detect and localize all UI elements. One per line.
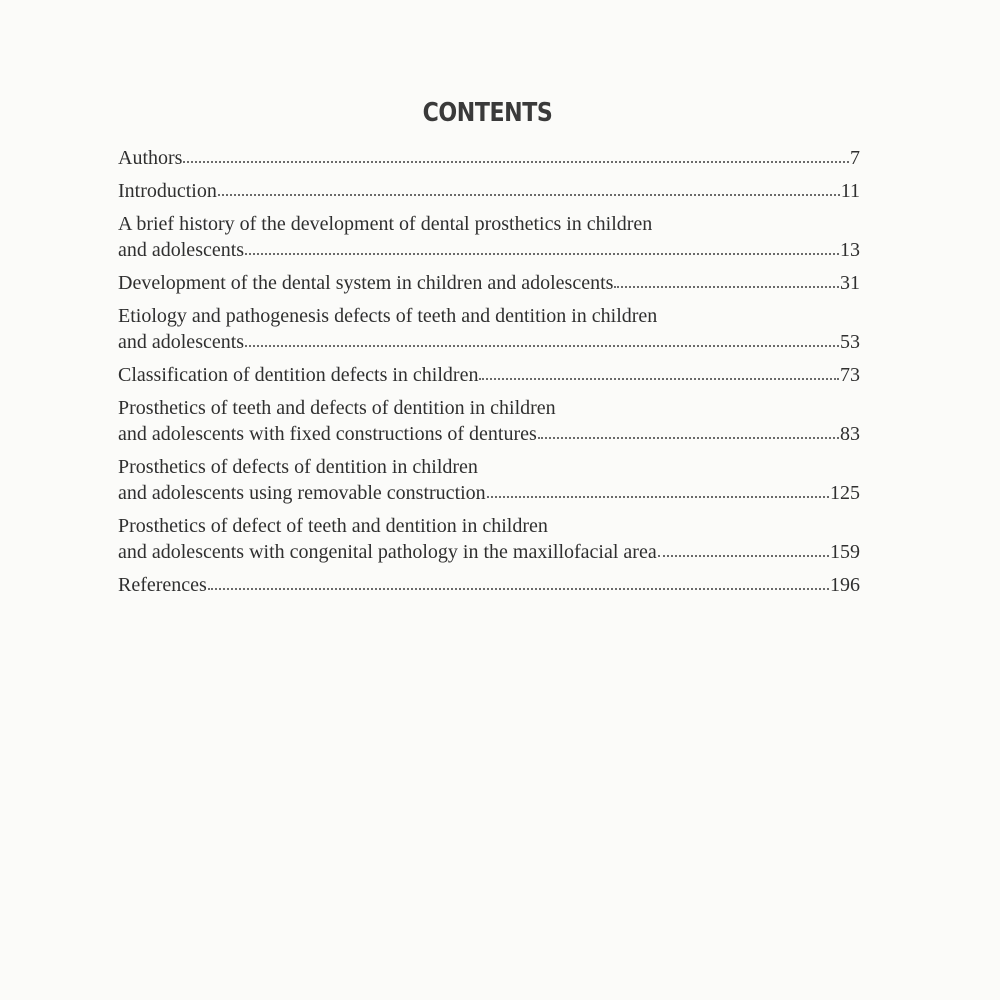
toc-entry-introduction[interactable]	[118, 178, 860, 204]
toc-page-number: 7	[850, 147, 860, 169]
toc-entry-line	[118, 270, 860, 296]
toc-entry-title: Authors	[118, 147, 183, 169]
toc-page-number: 13	[840, 239, 860, 261]
toc-entry-title-line1: Prosthetics of teeth and defects of dentition in children	[118, 397, 556, 419]
dot-leader	[614, 281, 839, 288]
toc-entry-line	[118, 237, 860, 263]
toc-entry-title-line2: and adolescents	[118, 331, 245, 353]
toc-entry-line	[118, 362, 860, 388]
dot-leader	[487, 491, 829, 498]
toc-entry-title: References	[118, 574, 207, 596]
toc-page-number: 196	[830, 574, 860, 596]
toc-entry-title-line1: Prosthetics of defect of teeth and dentition in children	[118, 515, 548, 537]
toc-entry-title-line1: A brief history of the development of dental prosthetics in children	[118, 213, 653, 235]
toc-entry-line	[118, 145, 860, 171]
toc-entry-title-line2: and adolescents with congenital pathology in the maxillofacial area	[118, 541, 657, 563]
dot-leader	[658, 550, 829, 557]
toc-entry-title: Introduction	[118, 180, 217, 202]
toc-page-number: 125	[830, 482, 860, 504]
toc-entry-fixed-constructions[interactable]	[118, 395, 860, 447]
toc-entry-history[interactable]	[118, 211, 860, 263]
toc-entry-line	[118, 329, 860, 355]
toc-entry-title-line2: and adolescents with fixed constructions of dentures	[118, 423, 537, 445]
toc-entry-authors[interactable]	[118, 145, 860, 171]
toc-entry-line	[118, 480, 860, 506]
toc-entry-congenital-pathology[interactable]	[118, 513, 860, 565]
dot-leader	[183, 156, 849, 163]
table-of-contents	[118, 145, 860, 605]
toc-entry-line	[118, 421, 860, 447]
toc-entry-title: Development of the dental system in children and adolescents	[118, 272, 614, 294]
toc-entry-references[interactable]	[118, 572, 860, 598]
toc-page-number: 53	[840, 331, 860, 353]
dot-leader	[245, 340, 839, 347]
toc-page-number: 11	[840, 180, 860, 202]
toc-entry-title-line2: and adolescents using removable construction	[118, 482, 486, 504]
toc-entry-classification[interactable]	[118, 362, 860, 388]
toc-entry-title: Classification of dentition defects in children	[118, 364, 479, 386]
toc-entry-development[interactable]	[118, 270, 860, 296]
dot-leader	[245, 248, 839, 255]
toc-page-number: 159	[830, 541, 860, 563]
toc-entry-title-line1: Prosthetics of defects of dentition in children	[118, 456, 478, 478]
dot-leader	[208, 583, 829, 590]
toc-entry-removable-construction[interactable]	[118, 454, 860, 506]
dot-leader	[218, 189, 840, 196]
toc-page-number: 31	[840, 272, 860, 294]
toc-page-number: 83	[840, 423, 860, 445]
toc-entry-title-line2: and adolescents	[118, 239, 245, 261]
toc-entry-line	[118, 178, 860, 204]
toc-entry-etiology[interactable]	[118, 303, 860, 355]
toc-entry-line	[118, 539, 860, 565]
dot-leader	[538, 432, 839, 439]
toc-page-number: 73	[840, 364, 860, 386]
toc-entry-line	[118, 572, 860, 598]
dot-leader	[479, 373, 839, 380]
contents-heading: CONTENTS	[422, 98, 553, 128]
toc-entry-title-line1: Etiology and pathogenesis defects of teeth and dentition in children	[118, 305, 658, 327]
